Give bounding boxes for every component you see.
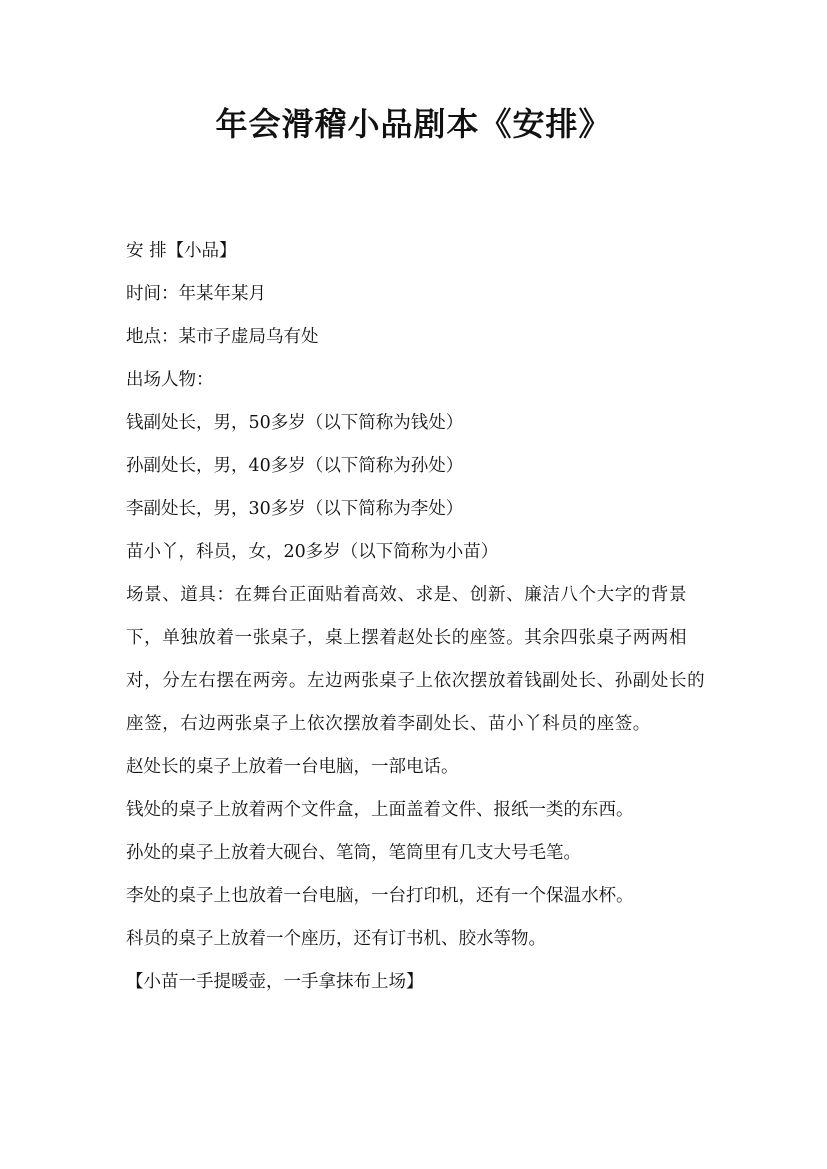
- paragraph-zhao-desk: 赵处长的桌子上放着一台电脑，一部电话。: [126, 757, 459, 777]
- paragraph-sun-desk: 孙处的桌子上放着大砚台、笔筒，笔筒里有几支大号毛笔。: [126, 843, 581, 863]
- paragraph-cast-li: 李副处长，男，30多岁（以下简称为李处）: [126, 499, 464, 519]
- paragraph-heading: 安 排【小品】: [126, 241, 237, 261]
- paragraph-qian-desk: 钱处的桌子上放着两个文件盒，上面盖着文件、报纸一类的东西。: [126, 800, 634, 820]
- document-body: [126, 230, 710, 1004]
- paragraph-scene-props: 场景、道具：在舞台正面贴着高效、求是、创新、廉洁八个大字的背景下，单独放着一张桌子，桌上摆着赵处长的座签。其余四张桌子两两相对，分左右摆在两旁。左边两张桌子上依次摆放着钱副处长、孙副处长的座签，右边两张桌子上依次摆放着李副处长、苗小丫科员的座签。: [126, 585, 706, 734]
- paragraph-cast-heading: 出场人物：: [126, 370, 214, 390]
- paragraph-cast-miao: 苗小丫，科员，女，20多岁（以下简称为小苗）: [126, 542, 499, 562]
- document-title: 年会滑稽小品剧本《安排》: [215, 105, 612, 143]
- paragraph-clerk-desk: 科员的桌子上放着一个座历，还有订书机、胶水等物。: [126, 929, 546, 949]
- paragraph-location: 地点：某市子虚局乌有处: [126, 327, 319, 347]
- paragraph-li-desk: 李处的桌子上也放着一台电脑，一台打印机，还有一个保温水杯。: [126, 886, 634, 906]
- paragraph-stage-direction: 【小苗一手提暖壶，一手拿抹布上场】: [126, 972, 424, 992]
- paragraph-cast-qian: 钱副处长，男，50多岁（以下简称为钱处）: [126, 413, 464, 433]
- paragraph-cast-sun: 孙副处长，男，40多岁（以下简称为孙处）: [126, 456, 464, 476]
- paragraph-time: 时间：年某年某月: [126, 284, 266, 304]
